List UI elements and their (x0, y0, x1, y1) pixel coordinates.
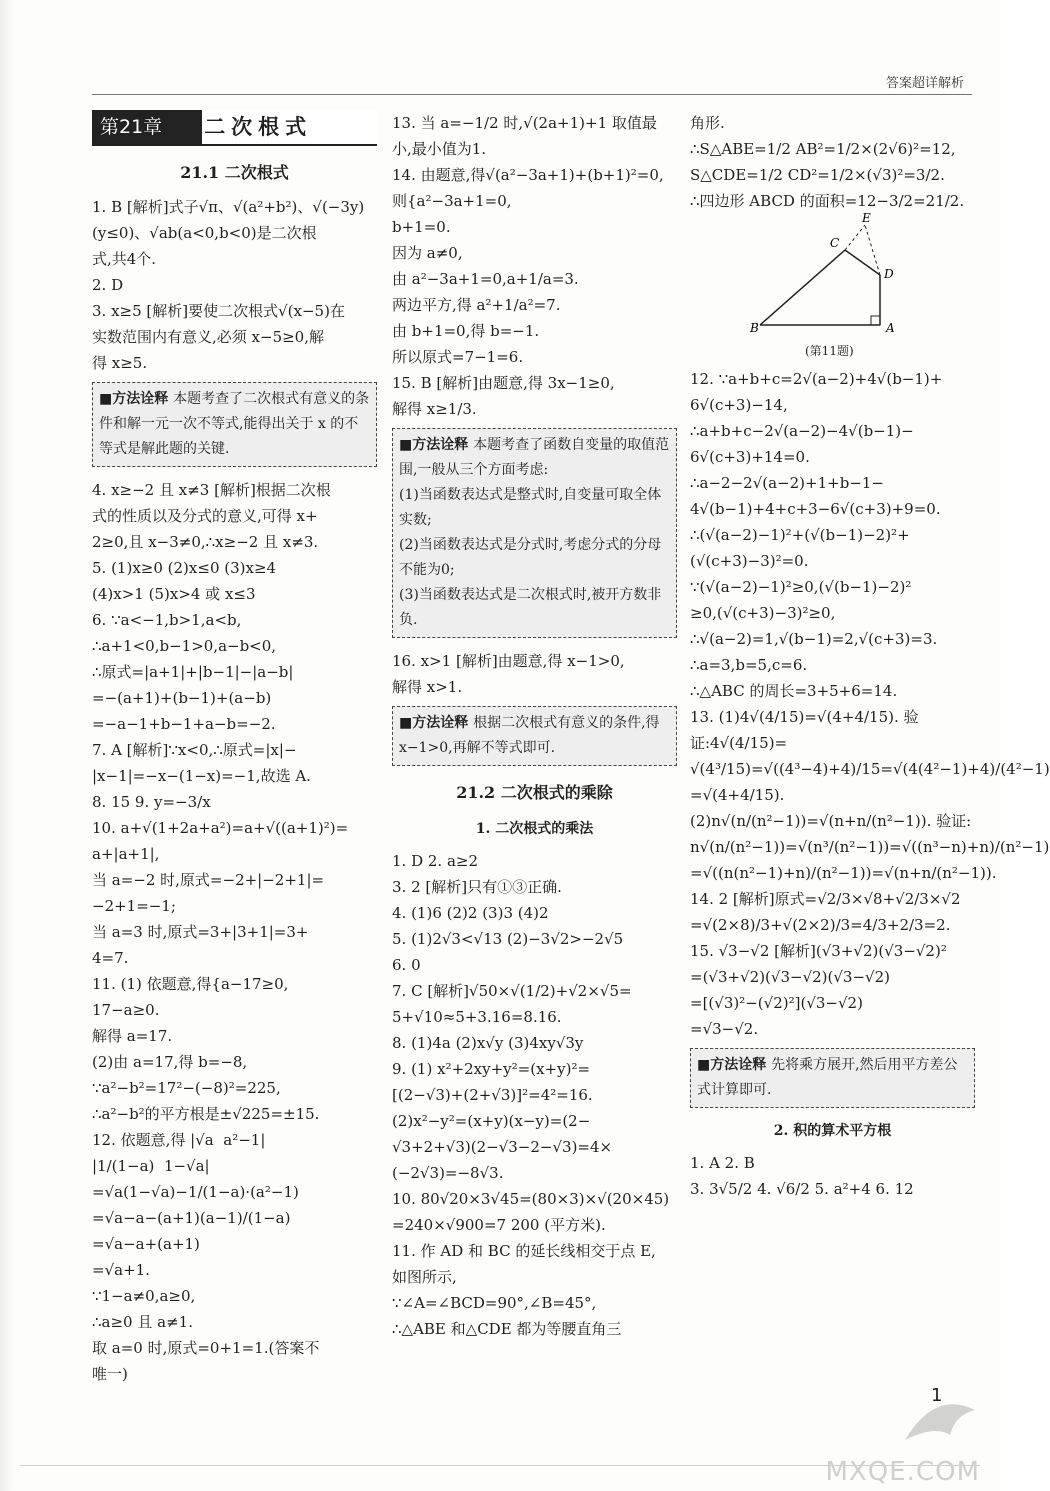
method-note-tag: ■方法诠释 (399, 715, 474, 731)
method-note-text: 根据二次根式有意义的条件,得 x−1>0,再解不等式即可. (399, 715, 665, 756)
answer-item: 14. 由题意,得√(a²−3a+1)+(b+1)²=0, 则{a²−3a+1=0, b+1=0. 因为 a≠0, 由 a²−3a+1=0,a+1/a=3. 两边平方,得 a²+1/a²=7. 由 b+1=0,得 b=−1. 所以原式=7−1=6. (392, 166, 664, 366)
answer-item: 14. 2 [解析]原式=√2/3×√8+√2/3×√2 =√(2×8)/3+√(2×2)/3=4/3+2/3=2. (690, 890, 961, 934)
answer-item: 1. B [解析]式子√π、√(a²+b²)、√(−3y) (y≤0)、√ab(a<0,b<0)是二次根 式,共4个. (92, 198, 365, 268)
answer-item: 7. A [解析]∵x<0,∴原式=|x|− |x−1|=−x−(1−x)=−1,故选 A. (92, 741, 311, 785)
label-c: C (830, 236, 840, 250)
column-right (690, 110, 1050, 1202)
figure-caption: (第11题) (805, 344, 854, 358)
method-note (392, 428, 677, 638)
answer-item: 9. (1) x²+2xy+y²=(x+y)²= [(2−√3)+(2+√3)]²=4²=16. (2)x²−y²=(x+y)(x−y)=(2− √3+2+√3)(2−√3−2−√3)=4× (−2√3)=−8√3. (392, 1060, 613, 1182)
answer-item: 4. x≥−2 且 x≠3 [解析]根据二次根 式的性质以及分式的意义,可得 x+ 2≥0,且 x−3≠0,∴x≥−2 且 x≠3. (92, 481, 331, 551)
label-e: E (862, 211, 871, 225)
column-middle (392, 110, 677, 1342)
method-note (392, 706, 677, 766)
answer-item: 7. C [解析]√50×√(1/2)+√2×√5= 5+√10≈5+3.16=8.16. (392, 982, 632, 1026)
method-note-text: 本题考查了函数自变量的取值范围,一般从三个方面考虑: (1)当函数表达式是整式时,自变量可取全体实数; (2)当函数表达式是分式时,考虑分式的分母不能为0; (3)当函数表达式是二次根式时,被开方数非负. (399, 437, 670, 628)
triangle-diagram (750, 211, 920, 340)
subsection-title: 2. 积的算术平方根 (773, 1123, 892, 1139)
method-note (92, 382, 377, 467)
answer-item: 12. ∵a+b+c=2√(a−2)+4√(b−1)+ 6√(c+3)−14, ∴a+b+c−2√(a−2)−4√(b−1)− 6√(c+3)+14=0. ∴a−2−2√(a−2)+1+b−1− 4√(b−1)+4+c+3−6√(c+3)+9=0. ∴(√(a−2)−1)²+(√(b−1)−2)²+ (√(c+3)−3)²=0. ∵(√(a−2)−1)²≥0,(√(b−1)−2)² ≥0,(√(c+3)−3)²≥0, ∴√(a−2)=1,√(b−1)=2,√(c+3)=3. ∴a=3,b=5,c=6. ∴△ABC 的周长=3+5+6=14. (690, 370, 943, 700)
label-a: A (886, 321, 895, 335)
method-note-tag: ■方法诠释 (399, 437, 474, 453)
label-d: D (884, 267, 894, 281)
answer-item: 13. (1)4√(4/15)=√(4+4/15). 验证:4√(4/15)= √(4³/15)=√((4³−4)+4)/15=√(4(4²−1)+4)/(4²−1) =√(4+4/15). (2)n√(n/(n²−1))=√(n+n/(n²−1)). 验证: n√(n/(n²−1))=√(n³/(n²−1))=√((n³−n)+n)/(n²−1) =√((n(n²−1)+n)/(n²−1))=√(n+n/(n²−1)). (690, 708, 1050, 882)
answer-item: 11. (1) 依题意,得{a−17≥0, 17−a≥0. 解得 a=17. (2)由 a=17,得 b=−8, ∵a²−b²=17²−(−8)²=225, ∴a²−b²的平方根是±√225=±15. (92, 975, 320, 1123)
section-title: 21.2 二次根式的乘除 (456, 783, 613, 802)
page-number: 1 (931, 1385, 943, 1406)
method-note (690, 1048, 975, 1108)
subsection-title: 1. 二次根式的乘法 (475, 821, 594, 837)
answer-item: 10. a+√(1+2a+a²)=a+√((a+1)²)= a+|a+1|, 当 a=−2 时,原式=−2+|−2+1|= −2+1=−1; 当 a=3 时,原式=3+|3+1|=3+ 4=7. (92, 819, 349, 967)
answer-item: 6. ∵a<−1,b>1,a<b, ∴a+1<0,b−1>0,a−b<0, ∴原式=|a+1|+|b−1|−|a−b| =−(a+1)+(b−1)+(a−b) =−a−1+b−1+a−b=−2. (92, 611, 294, 733)
method-note-text: 本题考查了二次根式有意义的条件和解一元一次不等式,能得出关于 x 的不等式是解此题的关键. (99, 391, 370, 457)
column-left (92, 110, 377, 1387)
answer-item: 1. D 2. a≥2 3. 2 [解析]只有①③正确. 4. (1)6 (2)2 (3)3 (4)2 5. (1)2√3<√13 (2)−3√2>−2√5 6. 0 (392, 852, 624, 974)
page-edge-shadow (0, 0, 14, 1491)
column-right-top (690, 110, 975, 214)
answer-item: 8. 15 9. y=−3/x (92, 793, 211, 811)
answer-item: 11. 作 AD 和 BC 的延长线相交于点 E, 如图所示, ∵∠A=∠BCD=90°,∠B=45°, ∴△ABE 和△CDE 都为等腰直角三 (392, 1242, 656, 1338)
answer-item: 3. x≥5 [解析]要使二次根式√(x−5)在 实数范围内有意义,必须 x−5≥0,解 得 x≥5. (92, 302, 345, 372)
answer-item: 13. 当 a=−1/2 时,√(2a+1)+1 取值最 小,最小值为1. (392, 114, 657, 158)
answer-item: 16. x>1 [解析]由题意,得 x−1>0, 解得 x>1. (392, 652, 625, 696)
column-right-bottom (690, 366, 1050, 1202)
header-rule (92, 94, 972, 95)
column-middle-body (392, 110, 677, 1342)
method-note-tag: ■方法诠释 (697, 1057, 772, 1073)
answer-item: 15. √3−√2 [解析](√3+√2)(√3−√2)² =(√3+√2)(√3−√2)(√3−√2) =[(√3)²−(√2)²](√3−√2) =√3−√2. (690, 942, 947, 1038)
label-b: B (750, 321, 759, 335)
section-title: 21.1 二次根式 (180, 163, 289, 182)
chapter-banner (92, 110, 377, 146)
chapter-label: 第21章 (100, 116, 163, 138)
answer-item: 15. B [解析]由题意,得 3x−1≥0, 解得 x≥1/3. (392, 374, 615, 418)
header-title: 答案超详解析 (885, 76, 964, 91)
column-left-body (92, 194, 377, 1387)
answer-item: 8. (1)4a (2)x√y (3)4xy√3y (392, 1034, 584, 1052)
dolphin-logo-icon (895, 1380, 985, 1460)
answer-item: 角形. ∴S△ABE=1/2 AB²=1/2×(2√6)²=12, S△CDE=1/2 CD²=1/2×(√3)²=3/2. ∴四边形 ABCD 的面积=12−3/2=21/2. (690, 114, 965, 210)
answer-item: 10. 80√20×3√45=(80×3)×√(20×45) =240×√900=7 200 (平方米). (392, 1190, 670, 1234)
method-note-tag: ■方法诠释 (99, 391, 174, 407)
site-watermark: MXQE.COM (825, 1457, 980, 1487)
answer-item: 12. 依题意,得 |√a a²−1| |1/(1−a) 1−√a| =√a(1−√a)−1/(1−a)·(a²−1) =√a−a−(a+1)(a−1)/(1−a) =√a−a+(a+1) =√a+1. ∵1−a≠0,a≥0, ∴a≥0 且 a≠1. 取 a=0 时,原式=0+1=1.(答案不 唯一) (92, 1131, 320, 1383)
answer-item: 5. (1)x≥0 (2)x≤0 (3)x≥4 (4)x>1 (5)x>4 或 x≤3 (92, 559, 277, 603)
triangle-figure (690, 211, 975, 360)
answer-item: 1. A 2. B 3. 3√5/2 4. √6/2 5. a²+4 6. 12 (690, 1154, 914, 1198)
answer-item: 2. D (92, 276, 124, 294)
method-note-text: 先将乘方展开,然后用平方差公式计算即可. (697, 1057, 958, 1098)
chapter-title: 二次根式 (204, 114, 313, 139)
